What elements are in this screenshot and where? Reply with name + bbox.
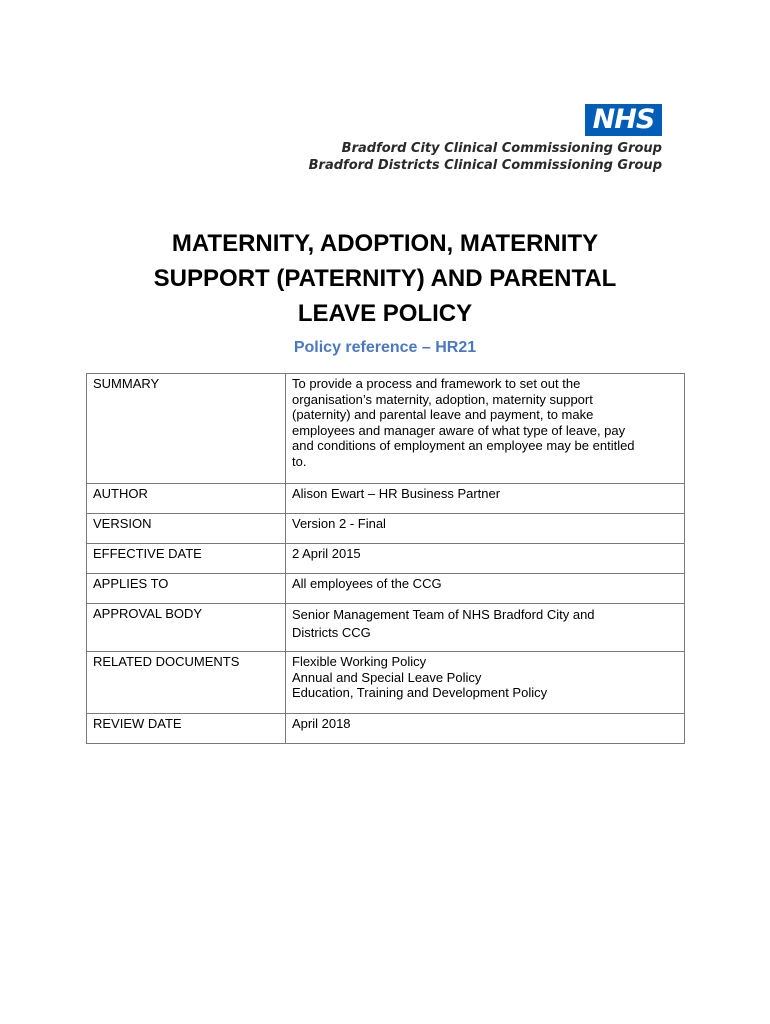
row-value-version: Version 2 - Final [286, 514, 685, 544]
table-row [87, 484, 685, 514]
summary-line: (paternity) and parental leave and payment, to make [292, 407, 594, 422]
summary-line: organisation’s maternity, adoption, maternity support [292, 391, 593, 407]
approval-body-line: Senior Management Team of NHS Bradford City and [292, 607, 595, 622]
related-document-item: Flexible Working Policy [292, 654, 427, 669]
summary-line: To provide a process and framework to set out the [292, 376, 581, 391]
approval-body-line: Districts CCG [292, 625, 371, 640]
related-document-item: Education, Training and Development Policy [292, 685, 548, 700]
row-value-effective-date: 2 April 2015 [286, 544, 685, 574]
row-value-author: Alison Ewart – HR Business Partner [286, 484, 685, 514]
table-row [87, 514, 685, 544]
related-document-item: Annual and Special Leave Policy [292, 669, 482, 685]
org-name-districts: Bradford Districts Clinical Commissioning Group [308, 158, 662, 173]
table-row [87, 604, 685, 652]
title-line-1: MATERNITY, ADOPTION, MATERNITY [171, 230, 599, 257]
table-row [87, 374, 685, 484]
row-value-approval-body [286, 604, 685, 652]
row-label-applies-to: APPLIES TO [87, 574, 286, 604]
row-label-version: VERSION [87, 514, 286, 544]
summary-line: and conditions of employment an employee may be entitled [292, 438, 635, 453]
row-label-summary: SUMMARY [87, 374, 286, 484]
title-line-2: SUPPORT (PATERNITY) AND PARENTAL [153, 265, 617, 292]
row-value-summary [286, 374, 685, 484]
summary-line: to. [292, 453, 307, 469]
row-label-review-date: REVIEW DATE [87, 714, 286, 744]
table-row [87, 544, 685, 574]
title-line-3: LEAVE POLICY [297, 300, 473, 327]
document-title [85, 226, 685, 331]
row-value-review-date: April 2018 [286, 714, 685, 744]
row-value-related-documents [286, 652, 685, 714]
row-label-effective-date: EFFECTIVE DATE [87, 544, 286, 574]
org-name-city: Bradford City Clinical Commissioning Group [341, 141, 662, 156]
row-label-approval-body: APPROVAL BODY [87, 604, 286, 652]
row-label-related-documents: RELATED DOCUMENTS [87, 652, 286, 714]
row-label-author: AUTHOR [87, 484, 286, 514]
policy-details-table [86, 373, 685, 744]
row-value-applies-to: All employees of the CCG [286, 574, 685, 604]
table-row [87, 652, 685, 714]
policy-reference: Policy reference – HR21 [293, 339, 477, 356]
table-row [87, 714, 685, 744]
table-row [87, 574, 685, 604]
nhs-logo: NHS [585, 104, 662, 136]
summary-line: employees and manager aware of what type of leave, pay [292, 422, 626, 438]
